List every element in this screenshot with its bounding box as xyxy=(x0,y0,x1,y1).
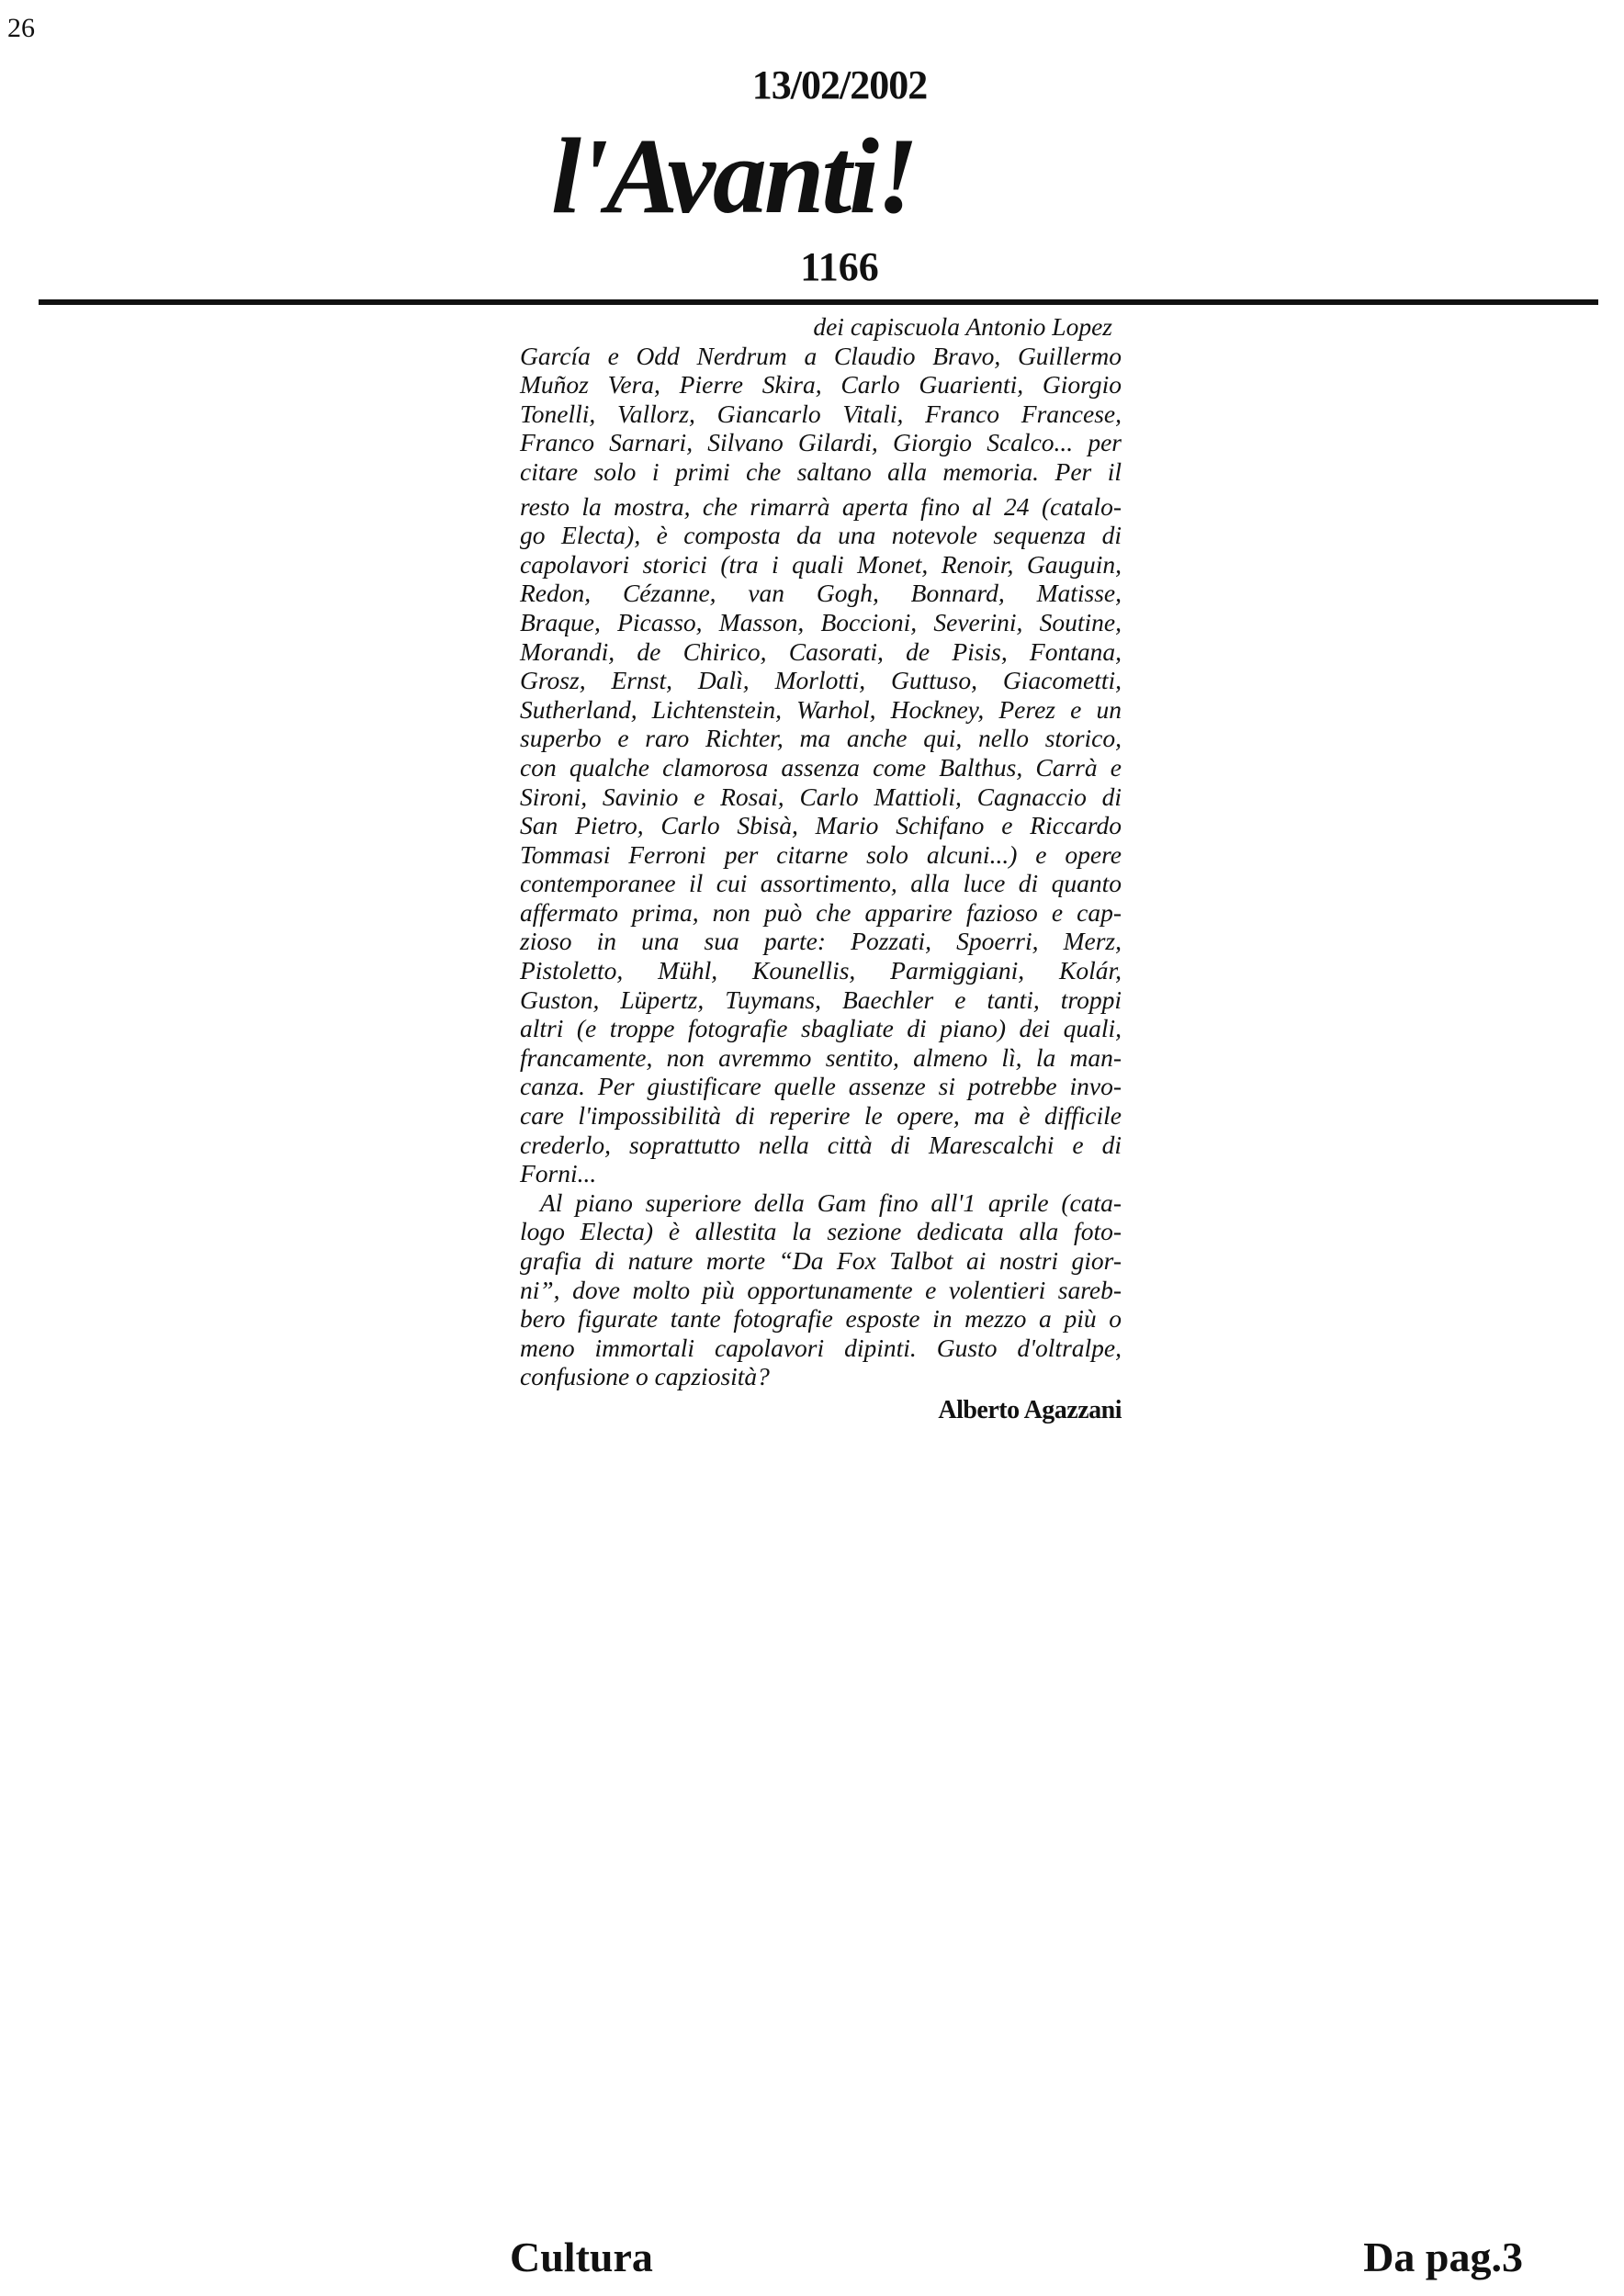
article-line: Sutherland, Lichtenstein, Warhol, Hockney, Perez e un xyxy=(520,694,1122,724)
article-line: affermato prima, non può che apparire fazioso e cap- xyxy=(520,897,1122,927)
article-line: San Pietro, Carlo Sbisà, Mario Schifano e Riccardo xyxy=(520,811,1122,840)
article-line: zioso in una sua parte: Pozzati, Spoerri, Merz, xyxy=(520,927,1122,956)
article-line: con qualche clamorosa assenza come Balthus, Carrà e xyxy=(520,752,1122,782)
continuation-label: Da pag.3 xyxy=(1363,2234,1523,2280)
cropped-line: dei capiscuola Antonio Lopez xyxy=(813,312,1112,341)
article-line: grafia di nature morte “Da Fox Talbot ai nostri gior- xyxy=(520,1246,1122,1275)
author-signature: Alberto Agazzani xyxy=(938,1395,1122,1424)
issue-number: 1166 xyxy=(800,244,879,289)
article-line: altri (e troppe fotografie sbagliate di piano) dei quali, xyxy=(520,1014,1122,1043)
article-line: contemporanee il cui assortimento, alla luce di quanto xyxy=(520,869,1122,898)
article-line: Redon, Cézanne, van Gogh, Bonnard, Matisse, xyxy=(520,579,1122,608)
page-number: 26 xyxy=(7,13,35,43)
article-line: Morandi, de Chirico, Casorati, de Pisis, Fontana, xyxy=(520,636,1122,666)
article-line: Tommasi Ferroni per citarne solo alcuni...) e opere xyxy=(520,839,1122,869)
article-line: Muñoz Vera, Pierre Skira, Carlo Guarienti, Giorgio xyxy=(520,370,1122,400)
article-line: capolavori storici (tra i quali Monet, Renoir, Gauguin, xyxy=(520,549,1122,579)
section-label: Cultura xyxy=(510,2234,653,2280)
article-line: Guston, Lüpertz, Tuymans, Baechler e tanti, troppi xyxy=(520,985,1122,1014)
article-column xyxy=(520,312,1122,1426)
article-line: resto la mostra, che rimarrà aperta fino al 24 (catalo- xyxy=(520,491,1122,521)
article-line: Al piano superiore della Gam fino all'1 aprile (cata- xyxy=(540,1187,1122,1217)
article-line: ni”, dove molto più opportunamente e volentieri sareb- xyxy=(520,1275,1122,1304)
article-body xyxy=(520,342,1122,1391)
article-line: Braque, Picasso, Masson, Boccioni, Severini, Soutine, xyxy=(520,607,1122,636)
article-line: García e Odd Nerdrum a Claudio Bravo, Guillermo xyxy=(520,341,1122,370)
publication-date: 13/02/2002 xyxy=(751,62,928,107)
article-line: care l'impossibilità di reperire le opere, ma è difficile xyxy=(520,1101,1122,1131)
article-line: go Electa), è composta da una notevole sequenza di xyxy=(520,521,1122,550)
newspaper-logo: l'Avanti! xyxy=(551,116,917,236)
article-line: Franco Sarnari, Silvano Gilardi, Giorgio Scalco... per xyxy=(520,428,1122,457)
article-line: bero figurate tante fotografie esposte in mezzo a più o xyxy=(520,1304,1122,1334)
article-line: Forni... xyxy=(520,1159,597,1188)
article-line: Grosz, Ernst, Dalì, Morlotti, Guttuso, Giacometti, xyxy=(520,666,1122,695)
article-line: citare solo i primi che saltano alla memoria. Per il xyxy=(520,456,1122,486)
article-line: logo Electa) è allestita la sezione dedicata alla foto- xyxy=(520,1217,1122,1246)
article-line: meno immortali capolavori dipinti. Gusto d'oltralpe, xyxy=(520,1333,1122,1362)
article-line: Pistoletto, Mühl, Kounellis, Parmiggiani, Kolár, xyxy=(520,956,1122,985)
article-line: confusione o capziosità? xyxy=(520,1362,770,1391)
article-line: francamente, non avremmo sentito, almeno lì, la man- xyxy=(520,1042,1122,1072)
article-line: superbo e raro Richter, ma anche qui, nello storico, xyxy=(520,724,1122,753)
article-line: Tonelli, Vallorz, Giancarlo Vitali, Franco Francese, xyxy=(520,399,1122,428)
header-divider xyxy=(39,299,1598,305)
article-line: crederlo, soprattutto nella città di Marescalchi e di xyxy=(520,1130,1122,1159)
article-line: canza. Per giustificare quelle assenze si potrebbe invo- xyxy=(520,1072,1122,1101)
article-line: Sironi, Savinio e Rosai, Carlo Mattioli, Cagnaccio di xyxy=(520,782,1122,811)
